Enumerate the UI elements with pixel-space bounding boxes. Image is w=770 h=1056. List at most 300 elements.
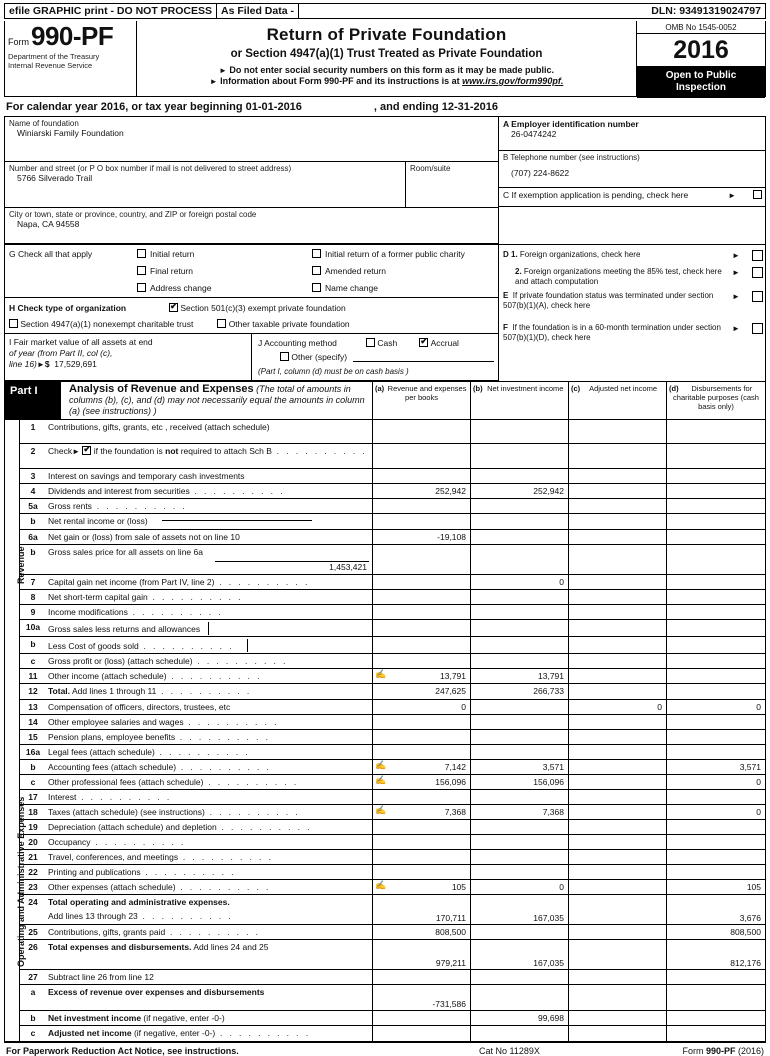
h-other-taxable-option[interactable] — [217, 317, 349, 331]
attachment-icon[interactable]: ✍ — [375, 775, 387, 785]
leader-dots: . . . . . . . . . . — [140, 867, 236, 877]
final-return-checkbox[interactable] — [137, 266, 146, 275]
row-description-lead: Total. — [48, 686, 71, 696]
amount-cell-col-a[interactable] — [373, 895, 471, 924]
amount-cell-col-c[interactable] — [569, 865, 667, 879]
city-state-zip-label: City or town, state or province, country, and ZIP or foreign postal code — [9, 210, 257, 219]
amount-cell-col-a[interactable] — [373, 545, 471, 574]
part1-title-bold: Analysis of Revenue and Expenses — [69, 383, 254, 395]
amount-cell-col-c[interactable] — [569, 895, 667, 924]
amount-cell-col-d[interactable] — [667, 499, 765, 513]
amount-cell-col-b[interactable] — [471, 985, 569, 1010]
table-row — [20, 970, 765, 985]
amount-cell-col-b[interactable] — [471, 820, 569, 834]
amount-cell-col-b[interactable] — [471, 654, 569, 668]
row-line-number: 20 — [28, 837, 38, 847]
leader-dots: . . . . . . . . . . — [183, 717, 279, 727]
amount-cell-col-c[interactable] — [569, 575, 667, 589]
row-line-number: 5a — [28, 501, 38, 511]
amount-value: 0 — [559, 882, 564, 892]
amount-cell-col-d[interactable] — [667, 805, 765, 819]
amount-cell-col-c[interactable] — [569, 970, 667, 984]
row-description — [46, 745, 373, 759]
amount-cell-col-d[interactable] — [667, 700, 765, 714]
section-g-column-1 — [137, 247, 312, 295]
amount-cell-col-d[interactable] — [667, 775, 765, 789]
amount-cell-col-d[interactable] — [667, 669, 765, 683]
row-description — [46, 484, 373, 498]
g-amended-return[interactable] — [312, 264, 498, 278]
form-title-block — [137, 21, 637, 96]
amount-cell-col-a[interactable] — [373, 530, 471, 544]
amount-cell-col-a[interactable] — [373, 575, 471, 589]
amount-cell-col-a[interactable] — [373, 970, 471, 984]
address-change-label: Address change — [150, 283, 212, 293]
amount-cell-col-d[interactable] — [667, 545, 765, 574]
g-address-change[interactable] — [137, 281, 312, 295]
row-description — [46, 530, 373, 544]
amount-cell-col-c[interactable] — [569, 925, 667, 939]
foreign-orgs-checkbox[interactable] — [752, 250, 763, 261]
row-description — [46, 444, 373, 468]
amount-cell-col-b[interactable] — [471, 715, 569, 729]
amount-cell-col-a[interactable] — [373, 684, 471, 699]
amount-cell-col-d[interactable] — [667, 730, 765, 744]
irs-website-link[interactable]: www.irs.gov/form990pf. — [462, 76, 564, 86]
other-taxable-checkbox[interactable] — [217, 319, 226, 328]
amount-cell-col-a[interactable] — [373, 620, 471, 636]
row-description — [46, 985, 373, 1010]
row-line-number: 26 — [28, 942, 38, 952]
amount-cell-col-d[interactable] — [667, 575, 765, 589]
column-c-letter: (c) — [571, 384, 581, 393]
section-e — [503, 291, 763, 311]
amount-cell-col-b[interactable] — [471, 545, 569, 574]
row-description-text: Gross sales price for all assets on line 6a — [48, 547, 203, 557]
table-row — [20, 895, 765, 925]
amount-cell-col-c[interactable] — [569, 484, 667, 498]
amount-cell-col-d[interactable] — [667, 850, 765, 864]
j-other-option[interactable] — [280, 351, 347, 364]
table-row — [20, 530, 765, 545]
section-501c3-label: Section 501(c)(3) exempt private foundation — [180, 303, 346, 313]
other-method-input[interactable] — [353, 352, 494, 362]
leader-dots: . . . . . . . . . . — [137, 911, 234, 921]
amount-cell-col-d[interactable] — [667, 1011, 765, 1025]
amount-cell-col-c[interactable] — [569, 530, 667, 544]
amount-cell-col-b[interactable] — [471, 620, 569, 636]
amount-cell-col-b[interactable] — [471, 444, 569, 468]
part1-rows — [20, 420, 765, 1041]
amount-cell-col-b[interactable] — [471, 925, 569, 939]
amount-cell-col-b[interactable] — [471, 684, 569, 699]
row-line-number: 22 — [28, 867, 38, 877]
exemption-pending-checkbox[interactable] — [753, 190, 762, 199]
amount-cell-col-d[interactable] — [667, 1026, 765, 1041]
attachment-icon[interactable]: ✍ — [375, 760, 387, 770]
amount-cell-col-c[interactable] — [569, 880, 667, 894]
schedule-b-not-required-checkbox[interactable] — [82, 446, 91, 455]
amount-cell-col-a[interactable] — [373, 514, 471, 529]
amount-cell-col-b[interactable] — [471, 880, 569, 894]
cash-method-checkbox[interactable] — [366, 338, 375, 347]
amount-cell-col-c[interactable] — [569, 700, 667, 714]
amount-cell-col-b[interactable] — [471, 530, 569, 544]
row-line-number: 6a — [28, 532, 38, 542]
section-d1-tag: D 1. — [503, 250, 518, 259]
street-address-field[interactable] — [5, 162, 406, 207]
row-line-number: b — [30, 639, 36, 649]
h-501c3-option[interactable] — [169, 301, 346, 315]
amount-cell-col-c[interactable] — [569, 469, 667, 483]
row-description-lead: Total expenses and disbursements. — [48, 942, 192, 952]
amount-cell-col-c[interactable] — [569, 605, 667, 619]
amended-return-checkbox[interactable] — [312, 266, 321, 275]
exemption-pending-label: C If exemption application is pending, check here — [503, 190, 689, 200]
sixty-month-termination-checkbox[interactable] — [752, 323, 763, 334]
amount-cell-col-c[interactable] — [569, 940, 667, 969]
amount-cell-col-a[interactable] — [373, 985, 471, 1010]
h-4947a1-option[interactable] — [9, 317, 193, 331]
amount-cell-col-d[interactable] — [667, 637, 765, 653]
row-description-text: Gross profit or (loss) (attach schedule) — [48, 656, 193, 666]
right-arrow-icon: ► — [732, 292, 740, 301]
amount-cell-col-b[interactable] — [471, 499, 569, 513]
amount-value: 3,676 — [739, 913, 761, 923]
telephone-field[interactable] — [499, 151, 765, 188]
expenses-side-label: Operating and Administrative Expenses — [16, 796, 26, 967]
amount-cell-col-a[interactable] — [373, 820, 471, 834]
amount-cell-col-b[interactable] — [471, 835, 569, 849]
amount-cell-col-c[interactable] — [569, 1011, 667, 1025]
amount-cell-col-a[interactable] — [373, 835, 471, 849]
address-change-checkbox[interactable] — [137, 283, 146, 292]
row-description — [46, 654, 373, 668]
amount-cell-col-d[interactable] — [667, 484, 765, 498]
g-initial-return-former-public-charity[interactable] — [312, 247, 498, 261]
amount-cell-col-a[interactable] — [373, 760, 471, 774]
right-arrow-icon: ► — [732, 268, 740, 277]
attachment-icon[interactable]: ✍ — [375, 880, 387, 890]
ein-field[interactable] — [499, 117, 765, 151]
row-description — [46, 1011, 373, 1025]
initial-return-checkbox[interactable] — [137, 249, 146, 258]
section-h-label: H Check type of organization — [9, 303, 127, 313]
amount-cell-col-d[interactable] — [667, 590, 765, 604]
amount-cell-col-c[interactable] — [569, 985, 667, 1010]
room-suite-field[interactable] — [406, 162, 498, 207]
amount-cell-col-c[interactable] — [569, 805, 667, 819]
amount-cell-col-d[interactable] — [667, 760, 765, 774]
amount-cell-col-c[interactable] — [569, 1026, 667, 1041]
leader-dots: . . . . . . . . . . — [90, 837, 186, 847]
amount-cell-col-d[interactable] — [667, 530, 765, 544]
amount-cell-col-b[interactable] — [471, 745, 569, 759]
bullet-arrow-icon: ► — [218, 66, 227, 75]
amount-cell-col-a[interactable] — [373, 654, 471, 668]
row-description-text: (if negative, enter -0-) — [131, 1028, 216, 1038]
amount-cell-col-b[interactable] — [471, 469, 569, 483]
amount-value: 0 — [559, 577, 564, 587]
amount-cell-col-c[interactable] — [569, 514, 667, 529]
leader-dots: . . . . . . . . . . — [175, 882, 271, 892]
instructions-notice — [141, 76, 632, 86]
row-description-text: Net gain or (loss) from sale of assets not on line 10 — [48, 532, 240, 542]
amount-cell-col-c[interactable] — [569, 499, 667, 513]
row-line-number: b — [30, 762, 36, 772]
foundation-name-field[interactable] — [5, 117, 498, 162]
amount-cell-col-d[interactable] — [667, 469, 765, 483]
amount-cell-col-b[interactable] — [471, 760, 569, 774]
attachment-icon[interactable]: ✍ — [375, 805, 387, 815]
amount-cell-col-b[interactable] — [471, 605, 569, 619]
amount-cell-col-c[interactable] — [569, 684, 667, 699]
other-taxable-label: Other taxable private foundation — [228, 319, 350, 329]
table-row — [20, 420, 765, 444]
amount-cell-col-d[interactable] — [667, 745, 765, 759]
other-method-checkbox[interactable] — [280, 352, 289, 361]
amount-cell-col-b[interactable] — [471, 700, 569, 714]
amount-cell-col-b[interactable] — [471, 730, 569, 744]
amount-cell-col-c[interactable] — [569, 820, 667, 834]
initial-return-former-charity-checkbox[interactable] — [312, 249, 321, 258]
amount-cell-col-c[interactable] — [569, 760, 667, 774]
amount-cell-col-b[interactable] — [471, 590, 569, 604]
right-arrow-icon: ► — [36, 360, 45, 369]
amount-cell-col-d[interactable] — [667, 925, 765, 939]
amount-cell-col-a[interactable] — [373, 590, 471, 604]
amount-cell-col-b[interactable] — [471, 895, 569, 924]
city-state-zip-field[interactable] — [5, 208, 498, 244]
amount-cell-col-b[interactable] — [471, 669, 569, 683]
amount-cell-col-a[interactable] — [373, 715, 471, 729]
section-e-tag: E — [503, 291, 509, 300]
amount-cell-col-d[interactable] — [667, 820, 765, 834]
row-line-number: c — [30, 656, 36, 666]
amount-cell-col-c[interactable] — [569, 850, 667, 864]
amount-cell-col-a[interactable] — [373, 850, 471, 864]
leader-dots: . . . . . . . . . . — [166, 671, 262, 681]
amount-value: 0 — [756, 777, 761, 787]
amount-cell-col-d[interactable] — [667, 715, 765, 729]
status-terminated-checkbox[interactable] — [752, 291, 763, 302]
table-row — [20, 925, 765, 940]
amount-cell-col-b[interactable] — [471, 484, 569, 498]
row-line-number: 23 — [28, 882, 38, 892]
section-501c3-checkbox[interactable] — [169, 303, 178, 312]
amount-cell-col-d[interactable] — [667, 880, 765, 894]
right-arrow-icon: ► — [72, 447, 81, 456]
section-g-column-2 — [312, 247, 498, 295]
foundation-name-value: Winiarski Family Foundation — [17, 128, 124, 138]
footer-form-word: Form — [682, 1046, 706, 1056]
amount-cell-col-d[interactable] — [667, 654, 765, 668]
entity-right-column — [499, 117, 765, 244]
amount-cell-col-d[interactable] — [667, 895, 765, 924]
amount-cell-col-d[interactable] — [667, 420, 765, 443]
row-description-text: Income modifications — [48, 607, 128, 617]
row-description — [46, 575, 373, 589]
row-description-text: Add lines 1 through 11 — [70, 686, 157, 696]
amount-value: 0 — [657, 702, 662, 712]
amount-cell-col-a[interactable] — [373, 745, 471, 759]
street-address-row — [5, 162, 498, 208]
amount-cell-col-a[interactable] — [373, 499, 471, 513]
row-description — [46, 760, 373, 774]
amount-cell-col-d[interactable] — [667, 985, 765, 1010]
amount-cell-col-b[interactable] — [471, 420, 569, 443]
efile-graphic-print-label: efile GRAPHIC print - DO NOT PROCESS — [5, 4, 217, 18]
row-description-text: Pension plans, employee benefits — [48, 732, 176, 742]
amount-cell-col-b[interactable] — [471, 514, 569, 529]
amount-cell-col-a[interactable] — [373, 484, 471, 498]
section-e-text: If private foundation status was terminated under section 507(b)(1)(A), check here — [503, 291, 714, 310]
amount-cell-col-d[interactable] — [667, 835, 765, 849]
part1-tag: Part I — [5, 382, 61, 419]
amount-cell-col-c[interactable] — [569, 545, 667, 574]
amount-cell-col-d[interactable] — [667, 620, 765, 636]
leader-dots: . . . . . . . . . . — [214, 577, 310, 587]
amount-cell-col-a[interactable] — [373, 880, 471, 894]
amount-cell-col-a[interactable] — [373, 865, 471, 879]
row-line-number: 4 — [30, 486, 36, 496]
row-line-number: 13 — [28, 702, 38, 712]
accrual-method-checkbox[interactable] — [419, 338, 428, 347]
gross-sales-price-value: 1,453,421 — [215, 561, 369, 573]
table-row — [20, 590, 765, 605]
amount-cell-col-c[interactable] — [569, 730, 667, 744]
amount-cell-col-b[interactable] — [471, 575, 569, 589]
j-cash-option[interactable] — [366, 337, 397, 350]
row-line-number: 8 — [30, 592, 36, 602]
amount-cell-col-d[interactable] — [667, 605, 765, 619]
row-description-text: Legal fees (attach schedule) — [48, 747, 155, 757]
column-c-header — [569, 382, 667, 419]
amount-cell-col-a[interactable] — [373, 775, 471, 789]
amount-cell-col-a[interactable] — [373, 1011, 471, 1025]
amount-cell-col-b[interactable] — [471, 1026, 569, 1041]
row-description-text: Other income (attach schedule) — [48, 671, 167, 681]
amount-cell-col-d[interactable] — [667, 444, 765, 468]
ein-label: A Employer identification number — [503, 119, 639, 129]
row-line-number: 2 — [30, 446, 36, 456]
foreign-orgs-85-test-checkbox[interactable] — [752, 267, 763, 278]
amount-cell-col-b[interactable] — [471, 1011, 569, 1025]
amount-cell-col-c[interactable] — [569, 790, 667, 804]
amount-cell-col-b[interactable] — [471, 970, 569, 984]
amended-return-label: Amended return — [325, 266, 386, 276]
amount-cell-col-a[interactable] — [373, 469, 471, 483]
row-description — [46, 865, 373, 879]
instructions-notice-text: Information about Form 990-PF and its instructions is at — [220, 76, 463, 86]
section-4947a1-checkbox[interactable] — [9, 319, 18, 328]
amount-cell-col-a[interactable] — [373, 605, 471, 619]
other-method-label: Other (specify) — [291, 352, 348, 362]
amount-cell-col-d[interactable] — [667, 790, 765, 804]
row-line-number: 17 — [28, 792, 38, 802]
amount-cell-col-a[interactable] — [373, 444, 471, 468]
amount-cell-col-a[interactable] — [373, 925, 471, 939]
amount-cell-col-d[interactable] — [667, 865, 765, 879]
amount-value: -19,108 — [437, 532, 466, 542]
amount-cell-col-c[interactable] — [569, 775, 667, 789]
amount-cell-col-a[interactable] — [373, 730, 471, 744]
amount-cell-col-a[interactable] — [373, 940, 471, 969]
row-line-number: c — [30, 777, 36, 787]
amount-cell-col-a[interactable] — [373, 700, 471, 714]
amount-cell-col-b[interactable] — [471, 775, 569, 789]
column-b-letter: (b) — [473, 384, 483, 393]
j-accrual-option[interactable] — [419, 337, 459, 350]
amount-cell-col-b[interactable] — [471, 637, 569, 653]
attachment-icon[interactable]: ✍ — [375, 669, 387, 679]
row-description-text: Dividends and interest from securities — [48, 486, 190, 496]
amount-cell-col-d[interactable] — [667, 970, 765, 984]
amount-cell-col-b[interactable] — [471, 790, 569, 804]
column-a-text: Revenue and expenses per books — [387, 384, 467, 402]
amount-cell-col-a[interactable] — [373, 420, 471, 443]
amount-cell-col-a[interactable] — [373, 1026, 471, 1041]
amount-cell-col-a[interactable] — [373, 669, 471, 683]
row-line-number: 21 — [28, 852, 38, 862]
leader-dots: . . . . . . . . . . — [271, 446, 368, 456]
amount-cell-col-d[interactable] — [667, 684, 765, 699]
row-description — [46, 590, 373, 604]
amount-cell-col-d[interactable] — [667, 514, 765, 529]
table-row — [20, 499, 765, 514]
checkbox-sections — [4, 245, 766, 381]
amount-cell-col-c[interactable] — [569, 835, 667, 849]
amount-cell-col-c[interactable] — [569, 620, 667, 636]
amount-value: 13,791 — [538, 671, 564, 681]
table-row — [20, 805, 765, 820]
amount-cell-col-b[interactable] — [471, 805, 569, 819]
row-description-text: Contributions, gifts, grants paid — [48, 927, 166, 937]
row-description-text: Gross sales less returns and allowances — [48, 624, 201, 634]
amount-cell-col-c[interactable] — [569, 654, 667, 668]
g-name-change[interactable] — [312, 281, 498, 295]
amount-value: 13,791 — [440, 671, 466, 681]
amount-cell-col-b[interactable] — [471, 940, 569, 969]
row-description-text: Compensation of officers, directors, trustees, etc — [48, 702, 231, 712]
amount-cell-col-a[interactable] — [373, 790, 471, 804]
accrual-method-label: Accrual — [430, 338, 459, 348]
g-final-return[interactable] — [137, 264, 312, 278]
fmv-dollar-sign: $ — [44, 359, 50, 369]
omb-number: OMB No 1545-0052 — [637, 21, 765, 34]
g-initial-return[interactable] — [137, 247, 312, 261]
amount-cell-col-a[interactable] — [373, 637, 471, 653]
amount-cell-col-c[interactable] — [569, 745, 667, 759]
column-a-header — [373, 382, 471, 419]
amount-cell-col-c[interactable] — [569, 715, 667, 729]
amount-cell-col-c[interactable] — [569, 590, 667, 604]
amount-cell-col-b[interactable] — [471, 850, 569, 864]
leader-dots: . . . . . . . . . . — [215, 1028, 311, 1038]
amount-cell-col-a[interactable] — [373, 805, 471, 819]
amount-cell-col-c[interactable] — [569, 420, 667, 443]
amount-cell-col-c[interactable] — [569, 444, 667, 468]
name-change-checkbox[interactable] — [312, 283, 321, 292]
amount-cell-col-c[interactable] — [569, 637, 667, 653]
amount-cell-col-b[interactable] — [471, 865, 569, 879]
amount-value: 7,368 — [542, 807, 564, 817]
leader-dots: . . . . . . . . . . — [91, 501, 188, 511]
amount-cell-col-c[interactable] — [569, 669, 667, 683]
cash-method-label: Cash — [377, 338, 398, 348]
row-description-text: Net short-term capital gain — [48, 592, 148, 602]
amount-cell-col-d[interactable] — [667, 940, 765, 969]
